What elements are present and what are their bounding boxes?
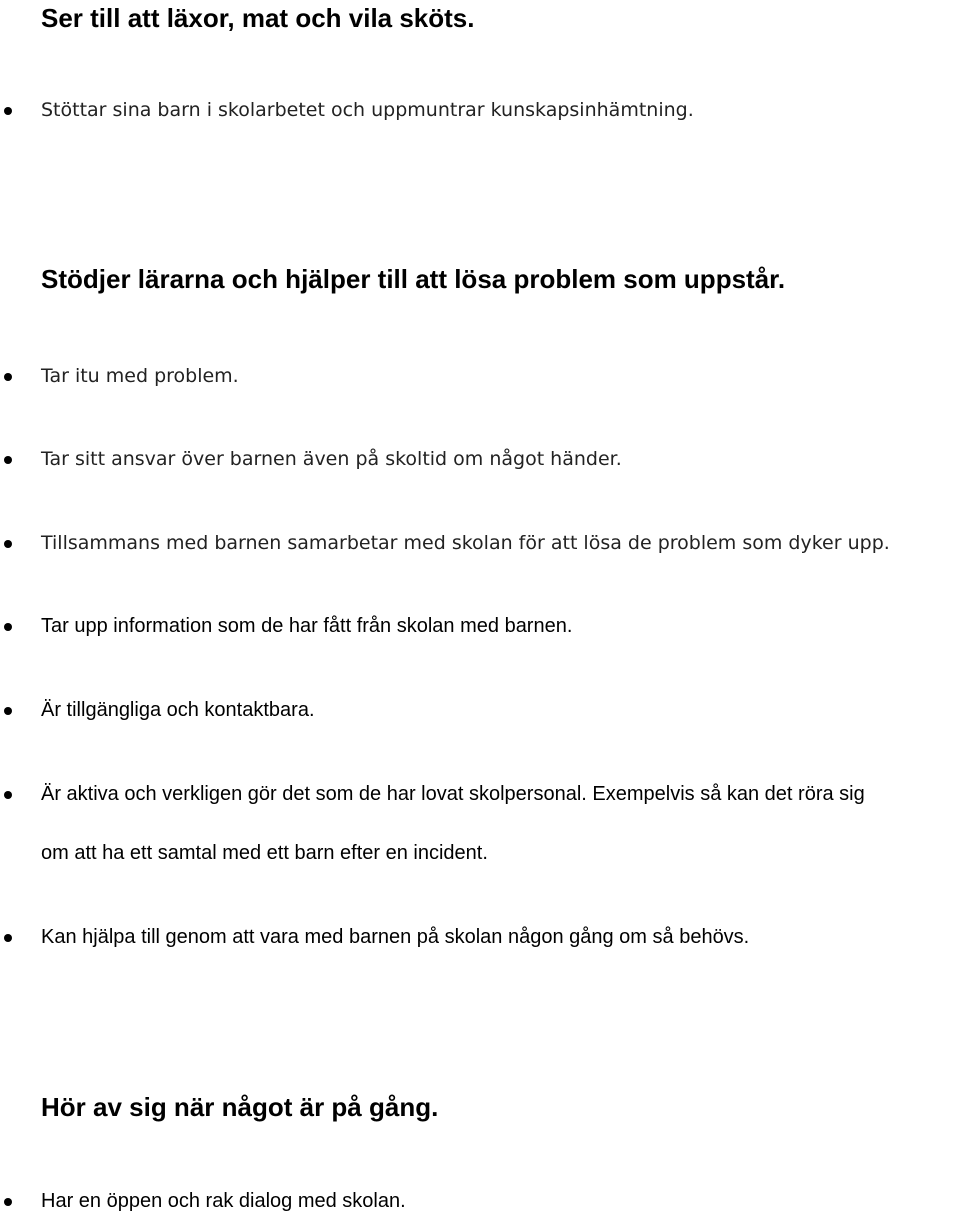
list-item-text: Tar sitt ansvar över barnen även på skoltid om något händer. — [41, 448, 622, 470]
list-item-text: Stöttar sina barn i skolarbetet och uppmuntrar kunskapsinhämtning. — [41, 99, 694, 121]
bullet-icon — [4, 707, 12, 715]
bullet-icon — [4, 623, 12, 631]
list-item-text: Har en öppen och rak dialog med skolan. — [41, 1190, 406, 1212]
section-heading-homework: Ser till att läxor, mat och vila sköts. — [41, 3, 475, 33]
list-item-text: Tillsammans med barnen samarbetar med skolan för att lösa de problem som dyker upp. — [41, 532, 890, 554]
bullet-icon — [4, 107, 12, 115]
list-item-continuation: om att ha ett samtal med ett barn efter en incident. — [41, 842, 488, 864]
section-heading-support-teachers: Stödjer lärarna och hjälper till att lösa problem som uppstår. — [41, 264, 786, 294]
bullet-icon — [4, 934, 12, 942]
bullet-icon — [4, 1198, 12, 1206]
list-item-text: Är aktiva och verkligen gör det som de har lovat skolpersonal. Exempelvis så kan det röra sig — [41, 783, 865, 805]
section-heading-get-in-touch: Hör av sig när något är på gång. — [41, 1092, 439, 1122]
bullet-icon — [4, 791, 12, 799]
bullet-icon — [4, 540, 12, 548]
list-item-text: Tar upp information som de har fått från skolan med barnen. — [41, 615, 573, 637]
bullet-icon — [4, 456, 12, 464]
list-item-text: Är tillgängliga och kontaktbara. — [41, 699, 315, 721]
list-item-text: Tar itu med problem. — [41, 365, 239, 387]
list-item-text: Kan hjälpa till genom att vara med barnen på skolan någon gång om så behövs. — [41, 926, 750, 948]
bullet-icon — [4, 373, 12, 381]
